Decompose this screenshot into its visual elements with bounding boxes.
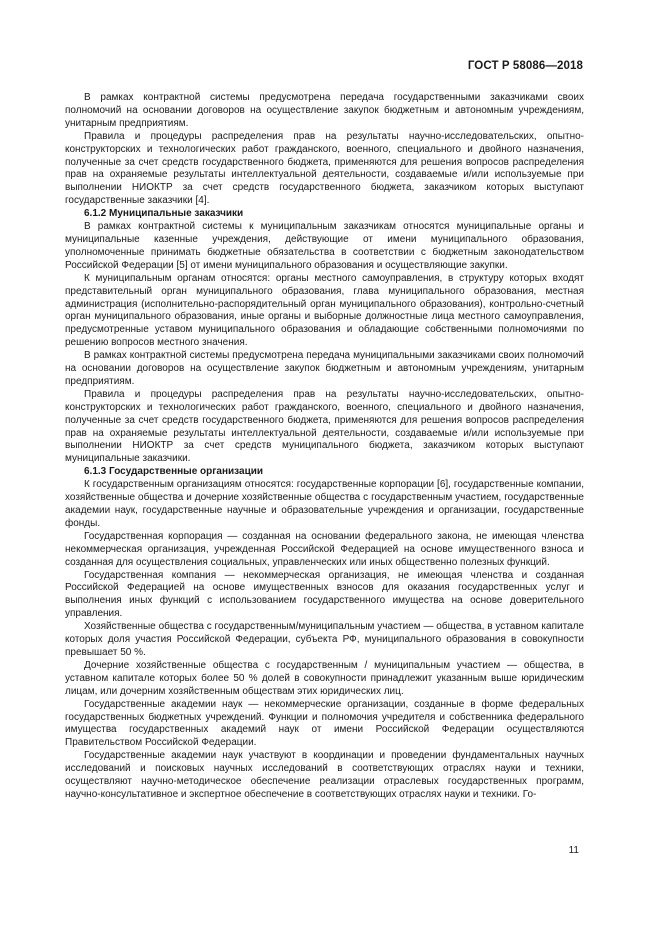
paragraph: Правила и процедуры распределения прав на результаты научно-исследовательских, опытно-конструкторских и технологических работ гражданского, военного, специального и двойного назначения, полученные за счет средств государственного бюджета, применяются для решения вопросов распределения прав на охраняемые результаты интеллектуальной деятельности, создаваемые и/или используемые при выполнении НИОКТР за счет средств государственного бюджета, заказчиком которых выступают государственные заказчики [4]. bbox=[65, 130, 584, 207]
paragraph: К муниципальным органам относятся: органы местного самоуправления, в структуру которых входят представительный орган муниципального образования, глава муниципального образования, местная администрация (исполнительно-распорядительный орган муниципального образования), контрольно-счетный орган муниципального образования, иные органы и выборные должностные лица местного самоуправления, предусмотренные уставом муниципального образования и обладающие собственными полномочиями по решению вопросов местного значения. bbox=[65, 272, 584, 349]
paragraph: К государственным организациям относятся: государственные корпорации [6], государственные компании, хозяйственные общества и дочерние хозяйственные общества с государственным участием, государственные академии наук, государственные научные и образовательные учреждения и организации, государственные фонды. bbox=[65, 479, 584, 529]
paragraph: Государственные академии наук — некоммерческие организации, созданные в форме федеральных государственных бюджетных учреждений. Функции и полномочия учредителя и собственника федерального имущества государственных академий наук от имени Российской Федерации осуществляются Правительством Российской Федерации. bbox=[65, 698, 584, 749]
paragraph: Дочерние хозяйственные общества с государственным / муниципальным участием — общества, в уставном капитале которых более 50 % долей в совокупности принадлежит указанным выше юридическим лицам, или дочерним хозяйственным обществам этих юридических лиц. bbox=[65, 659, 584, 697]
paragraph: В рамках контрактной системы к муниципальным заказчикам относятся муниципальные органы и муниципальные казенные учреждения, действующие от имени муниципального образования, уполномоченные принимать бюджетные обязательства в соответствии с бюджетным законодательством Российской Федерации [5] от имени муниципального образования и осуществляющие закупки. bbox=[65, 221, 584, 271]
paragraph: Государственная компания — некоммерческая организация, не имеющая членства и созданная Российской Федерацией на основе имущественных взносов для оказания государственных услуг и выполнения иных функций с использованием государственного имущества на основе доверительного управления. bbox=[65, 569, 584, 620]
paragraph: Правила и процедуры распределения прав на результаты научно-исследовательских, опытно-конструкторских и технологических работ гражданского, военного, специального и двойного назначения, полученные за счет средств государственного бюджета, применяются для решения вопросов распределения прав на охраняемые результаты интеллектуальной деятельности, создаваемые и/или используемые при выполнении НИОКТР за счет средств муниципального бюджета, заказчиком которых выступают муниципальные заказчики. bbox=[65, 388, 584, 465]
body-text bbox=[65, 92, 584, 802]
paragraph: В рамках контрактной системы предусмотрена передача муниципальными заказчиками своих полномочий на основании договоров на осуществление закупок бюджетным и автономным учреждениям, унитарным предприятиям. bbox=[65, 350, 584, 387]
page-number: 11 bbox=[568, 845, 579, 856]
paragraph: В рамках контрактной системы предусмотрена передача государственными заказчиками своих полномочий на основании договоров на осуществление закупок бюджетным и автономным учреждениям, унитарным предприятиям. bbox=[65, 92, 584, 129]
standard-header: ГОСТ Р 58086—2018 bbox=[467, 60, 583, 72]
section-heading-6-1-2: 6.1.2 Муниципальные заказчики bbox=[84, 208, 244, 220]
paragraph: Государственные академии наук участвуют в координации и проведении фундаментальных научных исследований и поисковых научных исследований в соответствующих отраслях науки и техники, осуществляют научно-методическое обеспечение реализации отраслевых государственных программ, научно-консультативное и экспертное обеспечение в соответствующих отраслях науки и техники. Го- bbox=[65, 750, 584, 800]
section-heading-6-1-3: 6.1.3 Государственные организации bbox=[84, 466, 264, 478]
paragraph: Хозяйственные общества с государственным/муниципальным участием — общества, в уставном капитале которых доля участия Российской Федерации, субъекта РФ, муниципального образования в совокупности превышает 50 %. bbox=[65, 621, 584, 658]
paragraph: Государственная корпорация — созданная на основании федерального закона, не имеющая членства некоммерческая организация, учрежденная Российской Федерацией на основе имущественного взноса и созданная для осуществления социальных, управленческих или иных общественно полезных функций. bbox=[65, 530, 584, 568]
